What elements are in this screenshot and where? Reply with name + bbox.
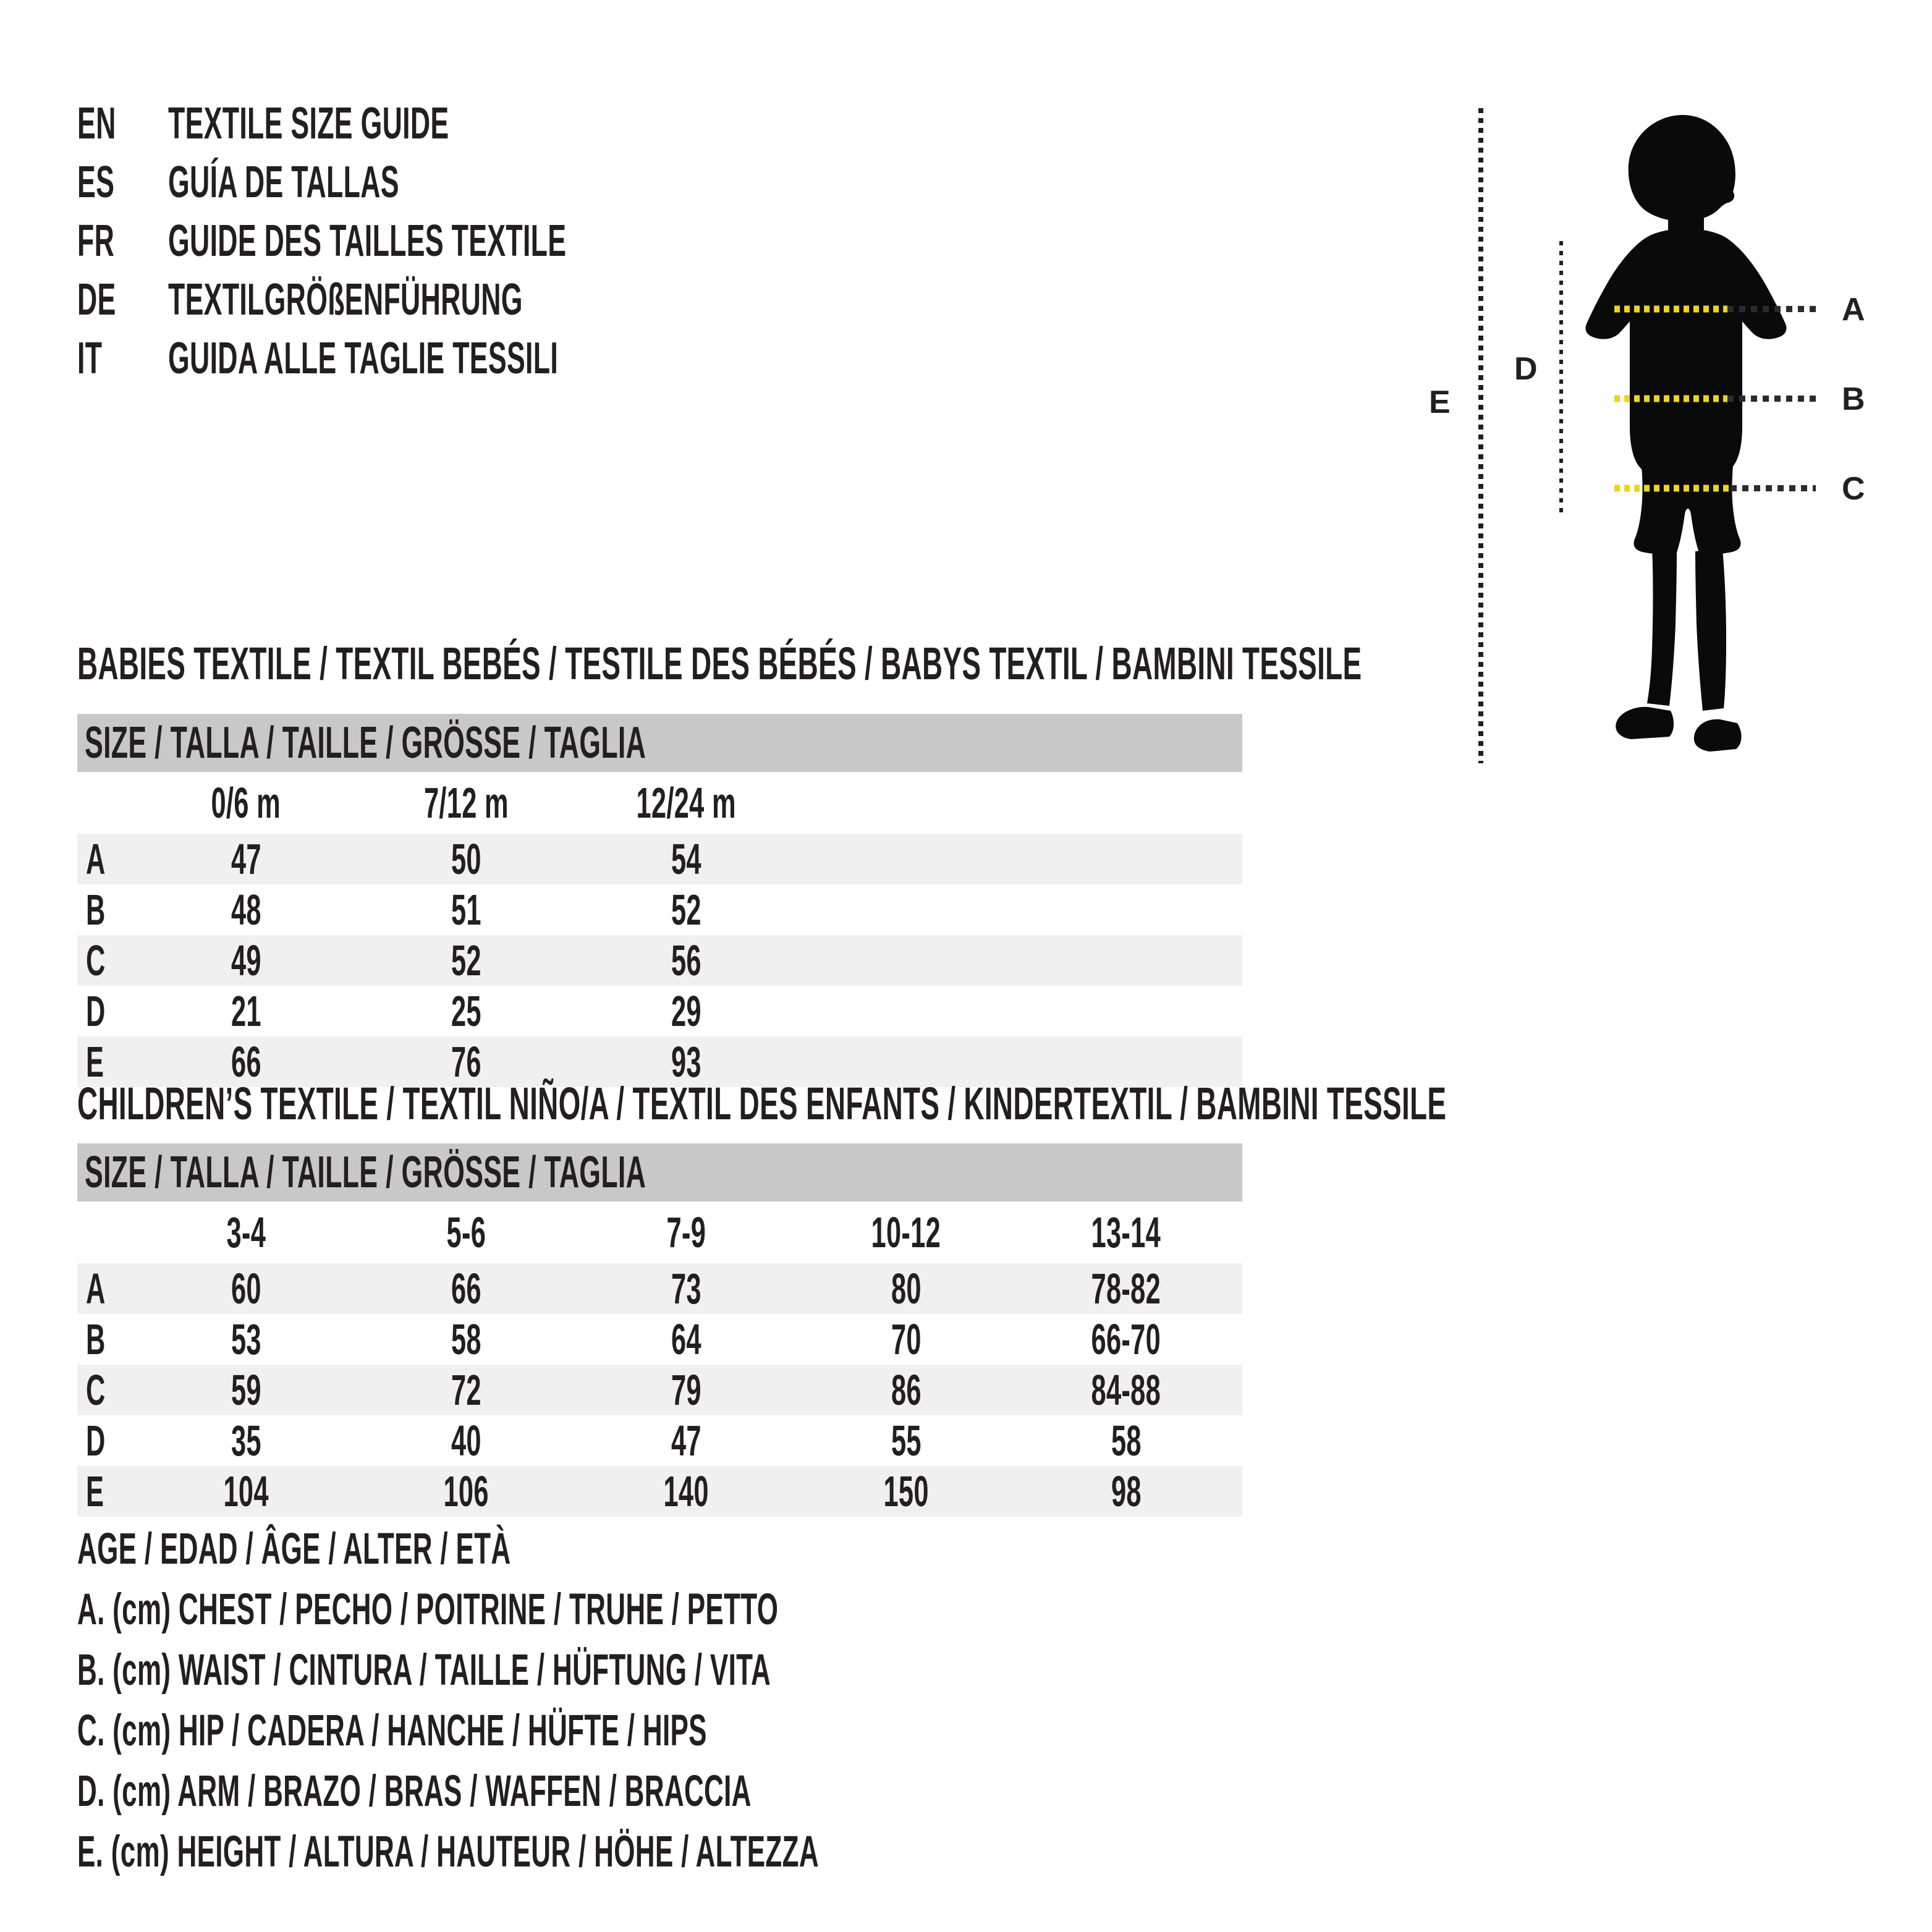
lang-row-fr [77,211,810,270]
table-row: C 59 72 79 86 84-88 [77,1365,1242,1415]
children-col-3: 10-12 [871,1208,941,1256]
lang-title-es: GUÍA DE TALLAS [168,157,399,207]
silhouette-torso [1586,229,1787,474]
figure-label-c: C [1842,471,1865,507]
lang-code-es: ES [77,157,115,207]
lang-code-fr: FR [77,216,115,266]
children-col-1: 5-6 [446,1208,486,1256]
children-column-header-row [77,1201,1242,1263]
silhouette-right-shoe [1694,719,1742,752]
lang-code-it: IT [77,333,103,383]
lang-title-de: TEXTILGRÖßENFÜHRUNG [168,274,523,324]
children-col-0: 3-4 [226,1208,266,1256]
lang-title-fr: GUIDE DES TAILLES TEXTILE [168,216,567,266]
table-row: A 60 66 73 80 78-82 [77,1263,1242,1314]
babies-size-table [77,714,1242,1087]
table-row: E 66 76 93 [77,1036,1242,1087]
table-row: E 104 106 140 150 98 [77,1466,1242,1517]
legend-age: AGE / EDAD / ÂGE / ALTER / ETÀ [77,1524,511,1574]
children-size-table [77,1143,1242,1517]
babies-col-2: 12/24 m [636,779,736,827]
measurement-legend [77,1519,1273,1882]
figure-label-e: E [1429,384,1451,420]
legend-waist: B. (cm) WAIST / CINTURA / TAILLE / HÜFTUNG / VITA [77,1645,771,1695]
table-row: A 47 50 54 [77,834,1242,884]
figure-label-b: B [1842,381,1865,417]
language-title-list [77,94,810,388]
figure-label-a: A [1842,292,1865,328]
lang-row-it [77,329,810,388]
lang-row-de [77,270,810,329]
lang-title-en: TEXTILE SIZE GUIDE [168,98,449,148]
lang-title-it: GUIDA ALLE TAGLIE TESSILI [168,333,559,383]
lang-code-en: EN [77,98,116,148]
silhouette-left-shoe [1616,707,1674,739]
babies-col-1: 7/12 m [423,779,509,827]
table-row: B 53 58 64 70 66-70 [86,1315,1161,1363]
table-row: B 48 51 52 [86,886,701,934]
lang-row-es [77,153,810,211]
children-col-2: 7-9 [666,1208,706,1256]
figure-label-d: D [1514,351,1538,387]
babies-section-heading: BABIES TEXTILE / TEXTIL BEBÉS / TESTILE DES BÉBÉS / BABYS TEXTIL / BAMBINI TESSILE [77,638,1362,689]
children-size-header-bar: SIZE / TALLA / TAILLE / GRÖSSE / TAGLIA [77,1143,1242,1201]
legend-chest: A. (cm) CHEST / PECHO / POITRINE / TRUHE / PETTO [77,1585,779,1634]
silhouette-shorts [1634,439,1741,554]
lang-row-en [77,94,810,153]
babies-col-0: 0/6 m [211,779,281,827]
lang-code-de: DE [77,274,116,324]
children-section-heading: CHILDREN’S TEXTILE / TEXTIL NIÑO/A / TEXTIL DES ENFANTS / KINDERTEXTIL / BAMBINI TESSILE [77,1078,1447,1129]
legend-arm: D. (cm) ARM / BRAZO / BRAS / WAFFEN / BRACCIA [77,1766,752,1816]
table-row: D 35 40 47 55 58 [86,1417,1142,1465]
children-col-4: 13-14 [1091,1208,1161,1256]
babies-size-header-bar: SIZE / TALLA / TAILLE / GRÖSSE / TAGLIA [77,714,1242,772]
babies-column-header-row [77,772,1242,834]
table-row: D 21 25 29 [86,987,701,1035]
legend-hip: C. (cm) HIP / CADERA / HANCHE / HÜFTE / HIPS [77,1706,707,1755]
legend-height: E. (cm) HEIGHT / ALTURA / HAUTEUR / HÖHE / ALTEZZA [77,1827,819,1876]
table-row: C 49 52 56 [77,935,1242,986]
